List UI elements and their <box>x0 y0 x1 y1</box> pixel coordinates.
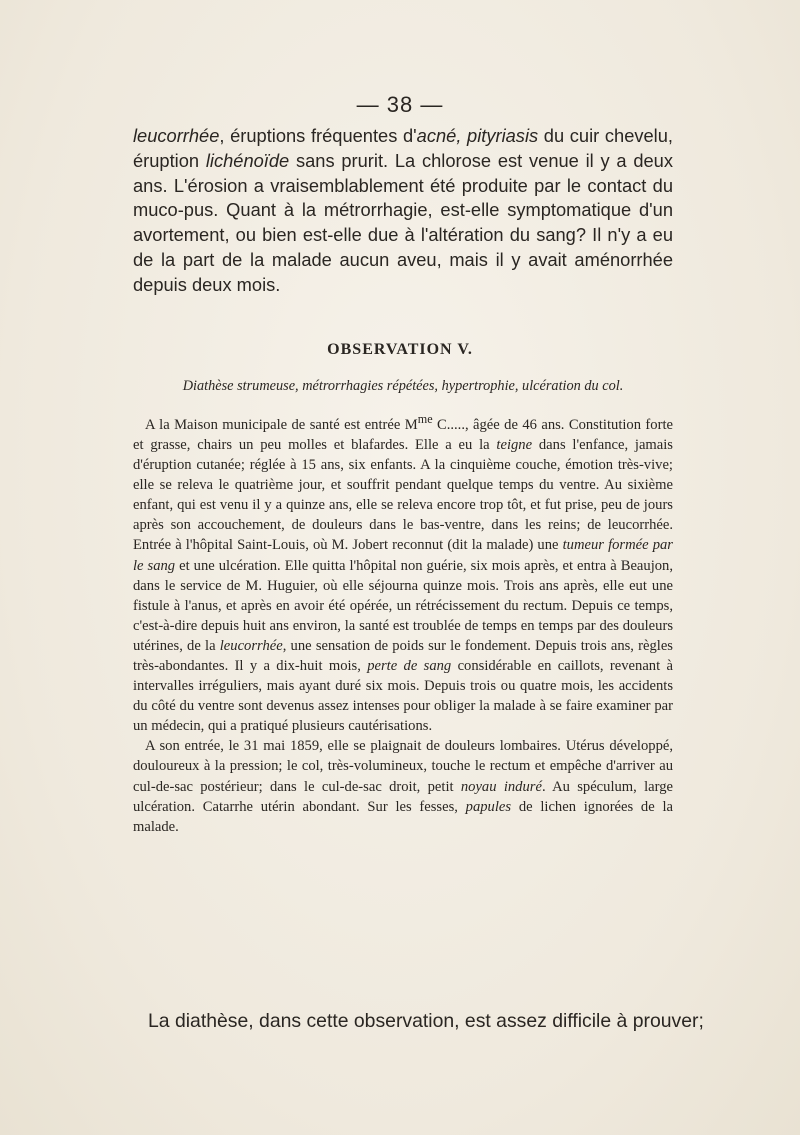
lead-term-acne: acné, pityriasis <box>416 125 539 146</box>
body-paragraph-1: A la Maison municipale de santé est entrée $M^{me}$ C....., âgée de 46 ans. Constitution forte et grasse, chairs un peu molles et blafardes. Elle a eu la teigne dans l'enfance, jamais d'éruption cutanée; réglée à 15 ans, six enfants. A la cinquième couche, émotion très-vive; elle se releva le quatrième jour, et souffrit pendant quelque temps du ventre. Au sixième enfant, qui est venu il y a quinze ans, elle se releva encore trop tôt, et fut prise, peu de jours après son accouchement, de douleurs dans le bas-ventre, dans les reins; de leucorrhée. Entrée à l'hôpital Saint-Louis, où M. Jobert reconnut (dit la malade) une tumeur formée par le sang et une ulcération. Elle quitta l'hôpital non guérie, six mois après, et entra à Beaujon, dans le service de M. Huguier, où elle séjourna quinze mois. Trois ans après, elle eut une fistule à l'anus, et après en avoir été opérée, un rétrécissement du rectum. Depuis ce temps, c'est-à-dire depuis huit ans environ, la santé est troublée de temps en temps par des douleurs utérines, de la leucorrhée, une sensation de poids sur le fondement. Depuis trois ans, règles très-abondantes. Il y a dix-huit mois, perte de sang considérable en caillots, revenant à intervalles irréguliers, mais ayant duré six mois. Depuis trois ou quatre mois, les accidents du côté du ventre sont devenus assez intenses pour obliger la malade à se faire examiner par un médecin, qui a pratiqué plusieurs cautérisations. <box>133 412 673 735</box>
observation-body <box>133 409 673 837</box>
observation-subtitle: Diathèse strumeuse, métrorrhagies répétées, hypertrophie, ulcération du col. <box>182 378 624 394</box>
observation-title: OBSERVATION V. <box>327 341 473 358</box>
body-paragraph-2: A son entrée, le 31 mai 1859, elle se plaignait de douleurs lombaires. Utérus développé, douloureux à la pression; le col, très-volumineux, touche le rectum et empêche d'arriver au cul-de-sac postérieur; dans le cul-de-sac droit, petit noyau induré. Au spéculum, large ulcération. Catarrhe utérin abondant. Sur les fesses, papules de lichen ignorées de la malade. <box>133 738 673 835</box>
lead-term-lichenoide: lichénoïde <box>205 149 290 171</box>
page-number: — 38 — <box>356 92 444 117</box>
lead-term-leucorrhee: leucorrhée <box>133 125 220 146</box>
bottom-line: La diathèse, dans cette observation, est assez difficile à prouver; <box>148 1010 704 1032</box>
lead-paragraph: leucorrhée, éruptions fréquentes d'acné, pityriasis du cuir chevelu, éruption lichénoïde sans prurit. La chlorose est venue il y a deux ans. L'érosion a vraisemblablement été produite par le contact du muco-pus. Quant à la métrorrhagie, est-elle symptomatique d'un avortement, ou bien est-elle due à l'altération du sang? Il n'y a eu de la part de la malade aucun aveu, mais il y avait aménorrhée depuis deux mois. <box>133 125 673 295</box>
